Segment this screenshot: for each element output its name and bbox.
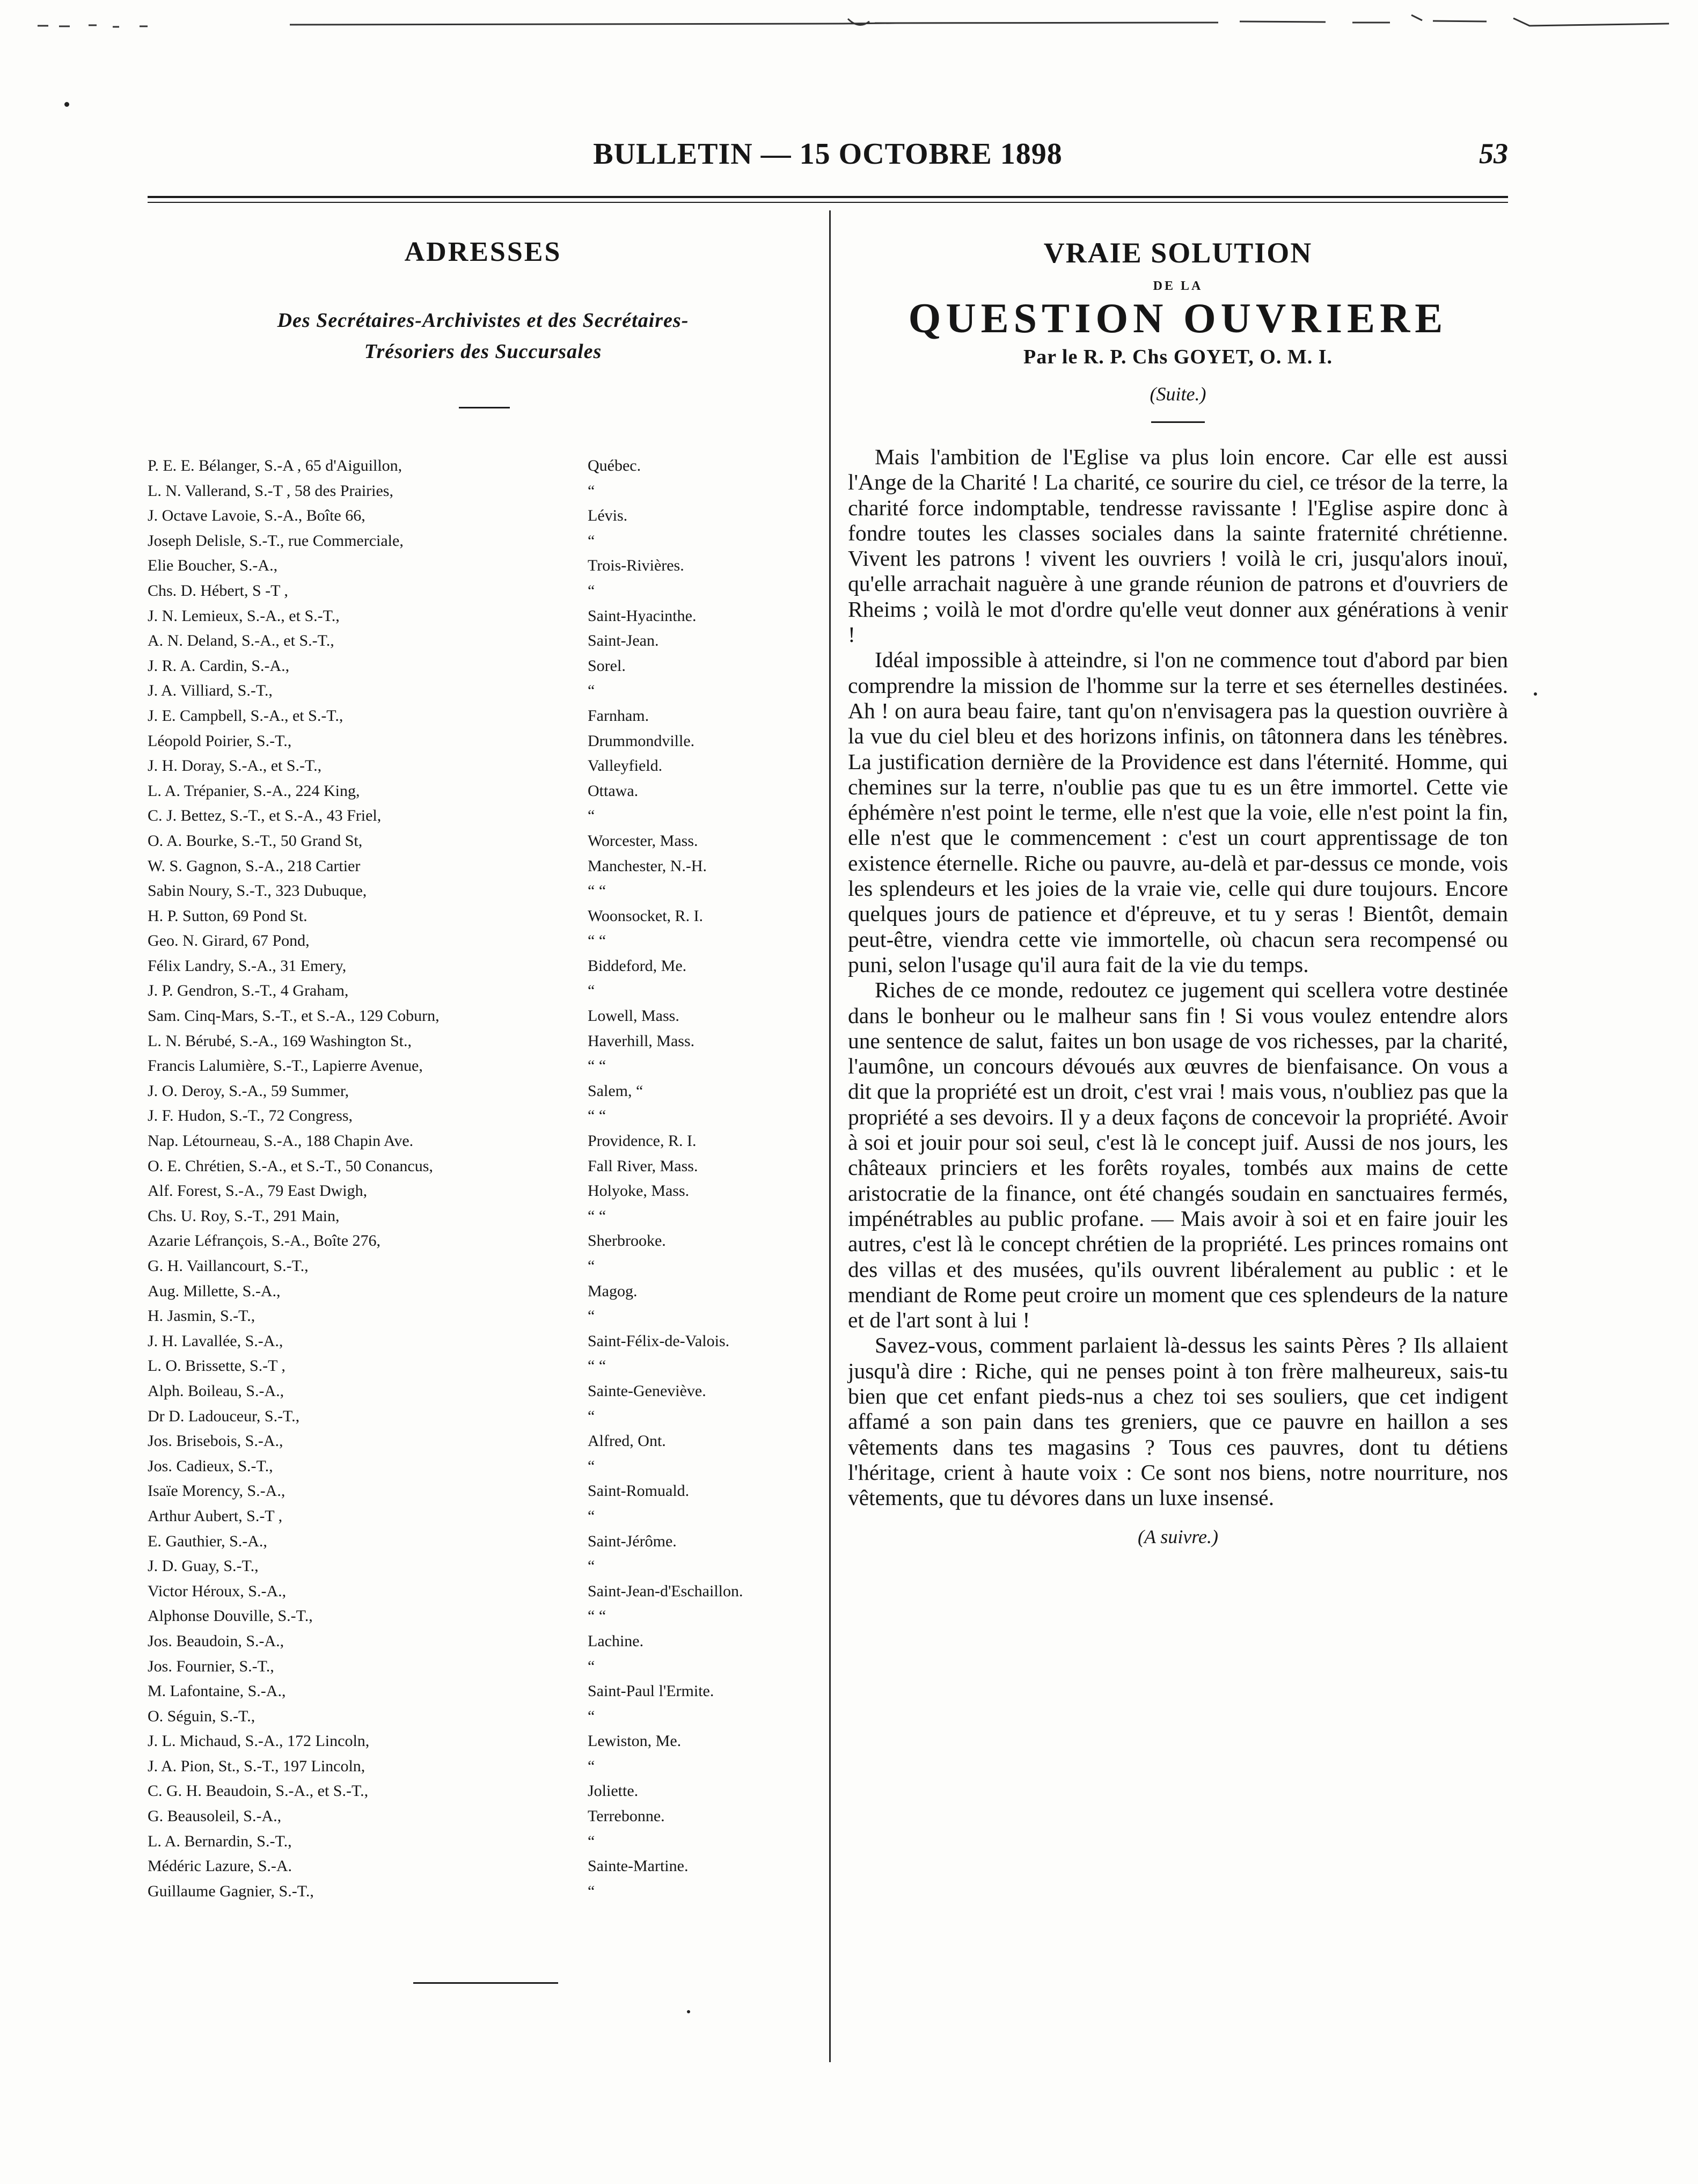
entry-city: Terrebonne. <box>588 1807 665 1825</box>
entry-city: Sainte-Geneviève. <box>588 1382 706 1400</box>
entry-name: Aug. Millette, S.-A., <box>148 1282 281 1300</box>
address-entry <box>148 1879 818 1904</box>
article-title: VRAIE SOLUTION <box>1043 237 1313 269</box>
address-entry <box>148 1354 818 1379</box>
entry-city: Fall River, Mass. <box>588 1157 698 1175</box>
entry-city: “ <box>588 481 595 500</box>
entry-name: A. N. Deland, S.-A., et S.-T., <box>148 632 334 650</box>
entry-city: Saint-Jean. <box>588 632 659 650</box>
address-entry <box>148 1454 818 1479</box>
entry-city: “ <box>588 1707 595 1725</box>
entry-name: G. H. Vaillancourt, S.-T., <box>148 1257 309 1275</box>
address-entry <box>148 1579 818 1604</box>
address-entry <box>148 1429 818 1454</box>
article-main-title: QUESTION OUVRIERE <box>908 295 1448 341</box>
entry-name: Joseph Delisle, S.-T., rue Commerciale, <box>148 531 404 550</box>
address-entry <box>148 1229 818 1254</box>
header-rule-thin <box>148 202 1508 203</box>
entry-city: “ “ <box>588 1607 606 1625</box>
entry-name: J. H. Doray, S.-A., et S.-T., <box>148 757 322 775</box>
address-entry <box>148 1104 818 1129</box>
addresses-subtitle-line1: Des Secrétaires-Archivistes et des Secrétaires- <box>277 309 689 332</box>
entry-name: L. A. Trépanier, S.-A., 224 King, <box>148 781 360 800</box>
entry-name: Nap. Létourneau, S.-A., 188 Chapin Ave. <box>148 1132 414 1150</box>
entry-city: “ <box>588 1407 595 1425</box>
entry-city: “ <box>588 1657 595 1675</box>
article-author: Par le R. P. Chs GOYET, O. M. I. <box>1023 346 1333 368</box>
address-entry <box>148 1054 818 1079</box>
article-paragraph: Mais l'ambition de l'Eglise va plus loin encore. Car elle est aussi l'Ange de la Charité ! La charité, ce sourire du ciel, ce trésor de la terre, la charité force indomptable, tendresse ravissante ! l'Eglise aspire donc à fondre toutes les classes sociales dans la sainte fraternité chrétienne. Vivent les patrons ! vivent les ouvriers ! voilà le cri, jusqu'alors inouï, qu'elle arrachait naguère à une grande réunion de patrons et d'ouvriers de Rheims ; voilà le mot d'ordre qu'elle veut donner aux générations à venir ! <box>848 444 1508 647</box>
entry-city: Québec. <box>588 457 641 474</box>
entry-name: H. P. Sutton, 69 Pond St. <box>148 907 308 925</box>
address-entry <box>148 604 818 629</box>
address-list <box>148 454 818 1904</box>
entry-city: “ “ <box>588 882 606 900</box>
entry-city: Alfred, Ont. <box>588 1432 666 1450</box>
entry-name: Félix Landry, S.-A., 31 Emery, <box>148 956 347 975</box>
address-entry <box>148 678 818 704</box>
entry-name: Alph. Boileau, S.-A., <box>148 1382 284 1400</box>
address-entry <box>148 1829 818 1854</box>
entry-name: L. A. Bernardin, S.-T., <box>148 1832 292 1850</box>
top-edge-scratches <box>38 11 1669 38</box>
address-entry <box>148 1529 818 1554</box>
entry-name: J. D. Guay, S.-T., <box>148 1557 259 1575</box>
address-entry <box>148 1604 818 1629</box>
entry-city: Worcester, Mass. <box>588 831 698 850</box>
address-entry <box>148 754 818 779</box>
entry-name: M. Lafontaine, S.-A., <box>148 1682 286 1700</box>
address-entry <box>148 1029 818 1054</box>
address-entry <box>148 1379 818 1404</box>
entry-name: O. E. Chrétien, S.-A., et S.-T., 50 Conancus, <box>148 1157 433 1175</box>
address-entry <box>148 529 818 554</box>
entry-city: Saint-Jérôme. <box>588 1532 677 1550</box>
addresses-column <box>148 236 818 1900</box>
entry-name: Isaïe Morency, S.-A., <box>148 1482 286 1500</box>
address-entry <box>148 1154 818 1179</box>
entry-city: Lévis. <box>588 507 628 525</box>
entry-name: Francis Lalumière, S.-T., Lapierre Avenue, <box>148 1057 423 1075</box>
entry-name: Victor Héroux, S.-A., <box>148 1582 287 1600</box>
entry-city: Sherbrooke. <box>588 1232 666 1250</box>
entry-city: Joliette. <box>588 1782 639 1800</box>
address-entry <box>148 978 818 1004</box>
address-entry <box>148 1854 818 1879</box>
address-entry <box>148 1404 818 1429</box>
entry-name: J. R. A. Cardin, S.-A., <box>148 656 290 675</box>
entry-name: L. N. Vallerand, S.-T , 58 des Prairies, <box>148 481 393 500</box>
entry-city: “ <box>588 1557 595 1575</box>
address-entry <box>148 1254 818 1279</box>
entry-name: Sam. Cinq-Mars, S.-T., et S.-A., 129 Coburn, <box>148 1007 440 1025</box>
entry-city: Saint-Félix-de-Valois. <box>588 1332 730 1350</box>
article-body <box>848 444 1508 1510</box>
entry-name: H. Jasmin, S.-T., <box>148 1307 255 1325</box>
entry-city: Woonsocket, R. I. <box>588 907 704 925</box>
scan-speck <box>64 102 69 107</box>
entry-name: J. A. Villiard, S.-T., <box>148 682 273 700</box>
address-entry <box>148 654 818 679</box>
article-column <box>848 236 1508 1548</box>
entry-city: “ “ <box>588 1357 606 1375</box>
address-entry <box>148 1679 818 1704</box>
entry-name: J. L. Michaud, S.-A., 172 Lincoln, <box>148 1732 370 1750</box>
entry-city: Lowell, Mass. <box>588 1007 679 1025</box>
entry-name: J. A. Pion, St., S.-T., 197 Lincoln, <box>148 1757 365 1775</box>
address-entry <box>148 879 818 904</box>
addresses-title: ADRESSES <box>404 237 562 267</box>
page-number: 53 <box>1479 137 1508 170</box>
entry-city: Saint-Jean-d'Eschaillon. <box>588 1582 743 1600</box>
entry-name: Jos. Fournier, S.-T., <box>148 1657 274 1675</box>
entry-name: E. Gauthier, S.-A., <box>148 1532 267 1550</box>
running-title: BULLETIN — 15 OCTOBRE 1898 <box>593 137 1063 171</box>
entry-name: C. J. Bettez, S.-T., et S.-A., 43 Friel, <box>148 807 382 825</box>
entry-city: Trois-Rivières. <box>588 557 684 575</box>
entry-name: Arthur Aubert, S.-T , <box>148 1507 283 1525</box>
article-paragraph: Riches de ce monde, redoutez ce jugement qui scellera votre destinée dans le bonheur ou le malheur sans fin ! Si vous voulez entendre alors une sentence de salut, faites un bon usage de vos richesses, par la charité, l'aumône, un concours dévoués aux œuvres de bienfaisance. On vous a dit que la propriété est un droit, c'est vrai ! mais vous, n'oubliez pas que la propriété a ses devoirs. Il y a deux façons de concevoir la propriété. Avoir à soi et jouir pour soi seul, c'est là le concept juif. Aussi de nos jours, les châteaux princiers et les forêts royales, tombés aux mains de cette aristocratie de la finance, ont été changés soudain en sanctuaires fermés, impénétrables au public profane. — Mais avoir à soi et en faire jouir les autres, c'est là le concept chrétien de la propriété. Les princes romains ont des villas et des musées, qu'ils ouvrent libéralement au public : et le mendiant de Rome peut croire un moment que ces splendeurs de la nature et de l'art sont à lui ! <box>848 977 1508 1333</box>
entry-city: Sorel. <box>588 656 626 675</box>
article-paragraph: Idéal impossible à atteindre, si l'on ne commence tout d'abord par bien comprendre la mission de l'homme sur la terre et ses éternelles destinées. Ah ! on aura beau faire, tant qu'on n'envisagera pas la question ouvrière à la vue du ciel bleu et des horizons infinis, on tâtonnera dans les ténèbres. La justification dernière de la Providence est dans l'éternité. Homme, qui chemines sur la terre, n'oublie pas que tu es un être immortel. Cette vie éphémère n'est point le terme, elle n'est que la voie, elle n'est point la fin, elle n'est que le commencement : c'est un court apprentissage de ton existence éternelle. Riche ou pauvre, au-delà et par-dessus ce monde, vois les splendeurs et les joies de la vraie vie, celle qui dure toujours. Encore quelques jours de patience et d'épreuve, et tu y seras ! Bientôt, demain peut-être, viendra cette vie immortelle, où chacun sera recompensé ou puni, selon l'usage qu'il aura fait de la vie du temps. <box>848 647 1508 977</box>
entry-city: Manchester, N.-H. <box>588 857 707 875</box>
entry-name: Azarie Léfrançois, S.-A., Boîte 276, <box>148 1232 381 1250</box>
entry-city: Lewiston, Me. <box>588 1732 682 1750</box>
entry-name: Léopold Poirier, S.-T., <box>148 732 292 750</box>
address-entry <box>148 1304 818 1329</box>
entry-name: Alf. Forest, S.-A., 79 East Dwigh, <box>148 1182 368 1200</box>
entry-city: Drummondville. <box>588 732 695 750</box>
entry-name: J. O. Deroy, S.-A., 59 Summer, <box>148 1082 349 1100</box>
entry-name: Chs. D. Hébert, S -T , <box>148 581 288 600</box>
address-entry <box>148 829 818 854</box>
section-rule <box>459 407 510 408</box>
entry-name: Chs. U. Roy, S.-T., 291 Main, <box>148 1207 340 1225</box>
entry-city: “ “ <box>588 1057 606 1075</box>
address-entry <box>148 1779 818 1804</box>
entry-city: “ <box>588 1507 595 1525</box>
entry-name: J. P. Gendron, S.-T., 4 Graham, <box>148 982 349 1000</box>
address-entry <box>148 854 818 879</box>
address-entry <box>148 1079 818 1104</box>
address-entry <box>148 1629 818 1654</box>
address-entry <box>148 954 818 979</box>
address-entry <box>148 1004 818 1029</box>
entry-city: “ “ <box>588 932 606 950</box>
address-entry <box>148 579 818 604</box>
entry-name: O. Séguin, S.-T., <box>148 1707 255 1725</box>
entry-city: “ <box>588 1757 595 1775</box>
entry-city: Saint-Hyacinthe. <box>588 607 697 625</box>
address-entry <box>148 1554 818 1579</box>
address-entry <box>148 1179 818 1204</box>
entry-name: L. N. Bérubé, S.-A., 169 Washington St., <box>148 1032 412 1050</box>
entry-name: Jos. Cadieux, S.-T., <box>148 1457 273 1475</box>
address-entry <box>148 1754 818 1779</box>
entry-name: Jos. Beaudoin, S.-A., <box>148 1632 284 1650</box>
entry-name: J. Octave Lavoie, S.-A., Boîte 66, <box>148 507 365 525</box>
address-entry <box>148 804 818 829</box>
entry-name: J. N. Lemieux, S.-A., et S.-T., <box>148 607 340 625</box>
article-title-de-la: DE LA <box>1153 279 1203 293</box>
entry-name: O. A. Bourke, S.-T., 50 Grand St, <box>148 831 363 850</box>
entry-city: “ “ <box>588 1207 606 1225</box>
article-continuation-note: (Suite.) <box>1150 383 1206 405</box>
scan-speck <box>687 2010 690 2013</box>
address-entry <box>148 1804 818 1829</box>
entry-name: J. F. Hudon, S.-T., 72 Congress, <box>148 1107 353 1125</box>
scan-speck <box>1534 692 1537 696</box>
entry-city: Biddeford, Me. <box>588 956 687 975</box>
entry-city: Haverhill, Mass. <box>588 1032 695 1050</box>
to-be-continued: (A suivre.) <box>1138 1526 1218 1548</box>
address-entry <box>148 779 818 804</box>
address-entry <box>148 454 818 479</box>
entry-name: Médéric Lazure, S.-A. <box>148 1857 292 1875</box>
entry-city: “ <box>588 581 595 600</box>
page-header <box>148 137 1508 180</box>
column-divider <box>829 210 831 2062</box>
entry-city: Lachine. <box>588 1632 644 1650</box>
entry-city: “ “ <box>588 1107 606 1125</box>
entry-name: Sabin Noury, S.-T., 323 Dubuque, <box>148 882 367 900</box>
end-rule <box>413 1982 558 1984</box>
entry-city: Providence, R. I. <box>588 1132 697 1150</box>
address-entry <box>148 1704 818 1729</box>
article-paragraph: Savez-vous, comment parlaient là-dessus les saints Pères ? Ils allaient jusqu'à dire : Riche, qui ne penses point à ton frère malheureux, sais-tu bien que cet enfant pieds-nus a chez toi ses souliers, que cet indigent affamé a son pain dans tes greniers, que ce pauvre en haillon a ses vêtements dans tes magasins ? Tous ces pauvres, dont tu détiens l'héritage, crient à haute voix : Ce sont nos biens, notre nourriture, nos vêtements, que tu dévores dans un luxe insensé. <box>848 1333 1508 1510</box>
entry-city: “ <box>588 1832 595 1850</box>
entry-name: J. E. Campbell, S.-A., et S.-T., <box>148 706 343 725</box>
entry-name: Jos. Brisebois, S.-A., <box>148 1432 283 1450</box>
entry-name: C. G. H. Beaudoin, S.-A., et S.-T., <box>148 1782 369 1800</box>
entry-city: Valleyfield. <box>588 757 663 775</box>
entry-city: “ <box>588 1257 595 1275</box>
entry-city: Holyoke, Mass. <box>588 1182 690 1200</box>
address-entry <box>148 704 818 729</box>
article-rule <box>1151 421 1205 423</box>
entry-city: “ <box>588 1882 595 1900</box>
header-rule <box>148 196 1508 198</box>
address-entry <box>148 1479 818 1504</box>
entry-city: Saint-Paul l'Ermite. <box>588 1682 714 1700</box>
address-entry <box>148 1654 818 1679</box>
entry-city: Farnham. <box>588 706 649 725</box>
entry-city: “ <box>588 1457 595 1475</box>
entry-name: Guillaume Gagnier, S.-T., <box>148 1882 314 1900</box>
entry-name: J. H. Lavallée, S.-A., <box>148 1332 283 1350</box>
addresses-subtitle-line2: Trésoriers des Succursales <box>364 340 602 363</box>
entry-city: Sainte-Martine. <box>588 1857 689 1875</box>
address-entry <box>148 629 818 654</box>
entry-name: Elie Boucher, S.-A., <box>148 557 278 575</box>
entry-name: Geo. N. Girard, 67 Pond, <box>148 932 310 950</box>
address-entry <box>148 479 818 504</box>
entry-name: G. Beausoleil, S.-A., <box>148 1807 282 1825</box>
entry-name: P. E. E. Bélanger, S.-A , 65 d'Aiguillon, <box>148 457 402 474</box>
entry-city: “ <box>588 982 595 1000</box>
entry-city: Magog. <box>588 1282 638 1300</box>
address-entry <box>148 503 818 529</box>
entry-city: “ <box>588 1307 595 1325</box>
address-entry <box>148 904 818 929</box>
address-entry <box>148 929 818 954</box>
address-entry <box>148 1504 818 1529</box>
entry-name: Dr D. Ladouceur, S.-T., <box>148 1407 300 1425</box>
address-entry <box>148 1204 818 1229</box>
entry-city: “ <box>588 807 595 825</box>
address-entry <box>148 1329 818 1354</box>
entry-city: “ <box>588 682 595 700</box>
entry-city: Saint-Romuald. <box>588 1482 690 1500</box>
entry-city: Salem, “ <box>588 1082 643 1100</box>
address-entry <box>148 1729 818 1754</box>
entry-city: “ <box>588 531 595 550</box>
entry-name: Alphonse Douville, S.-T., <box>148 1607 313 1625</box>
entry-name: W. S. Gagnon, S.-A., 218 Cartier <box>148 857 361 875</box>
address-entry <box>148 1279 818 1304</box>
entry-city: Ottawa. <box>588 781 639 800</box>
address-entry <box>148 1129 818 1154</box>
address-entry <box>148 553 818 579</box>
entry-name: L. O. Brissette, S.-T , <box>148 1357 286 1375</box>
address-entry <box>148 729 818 754</box>
